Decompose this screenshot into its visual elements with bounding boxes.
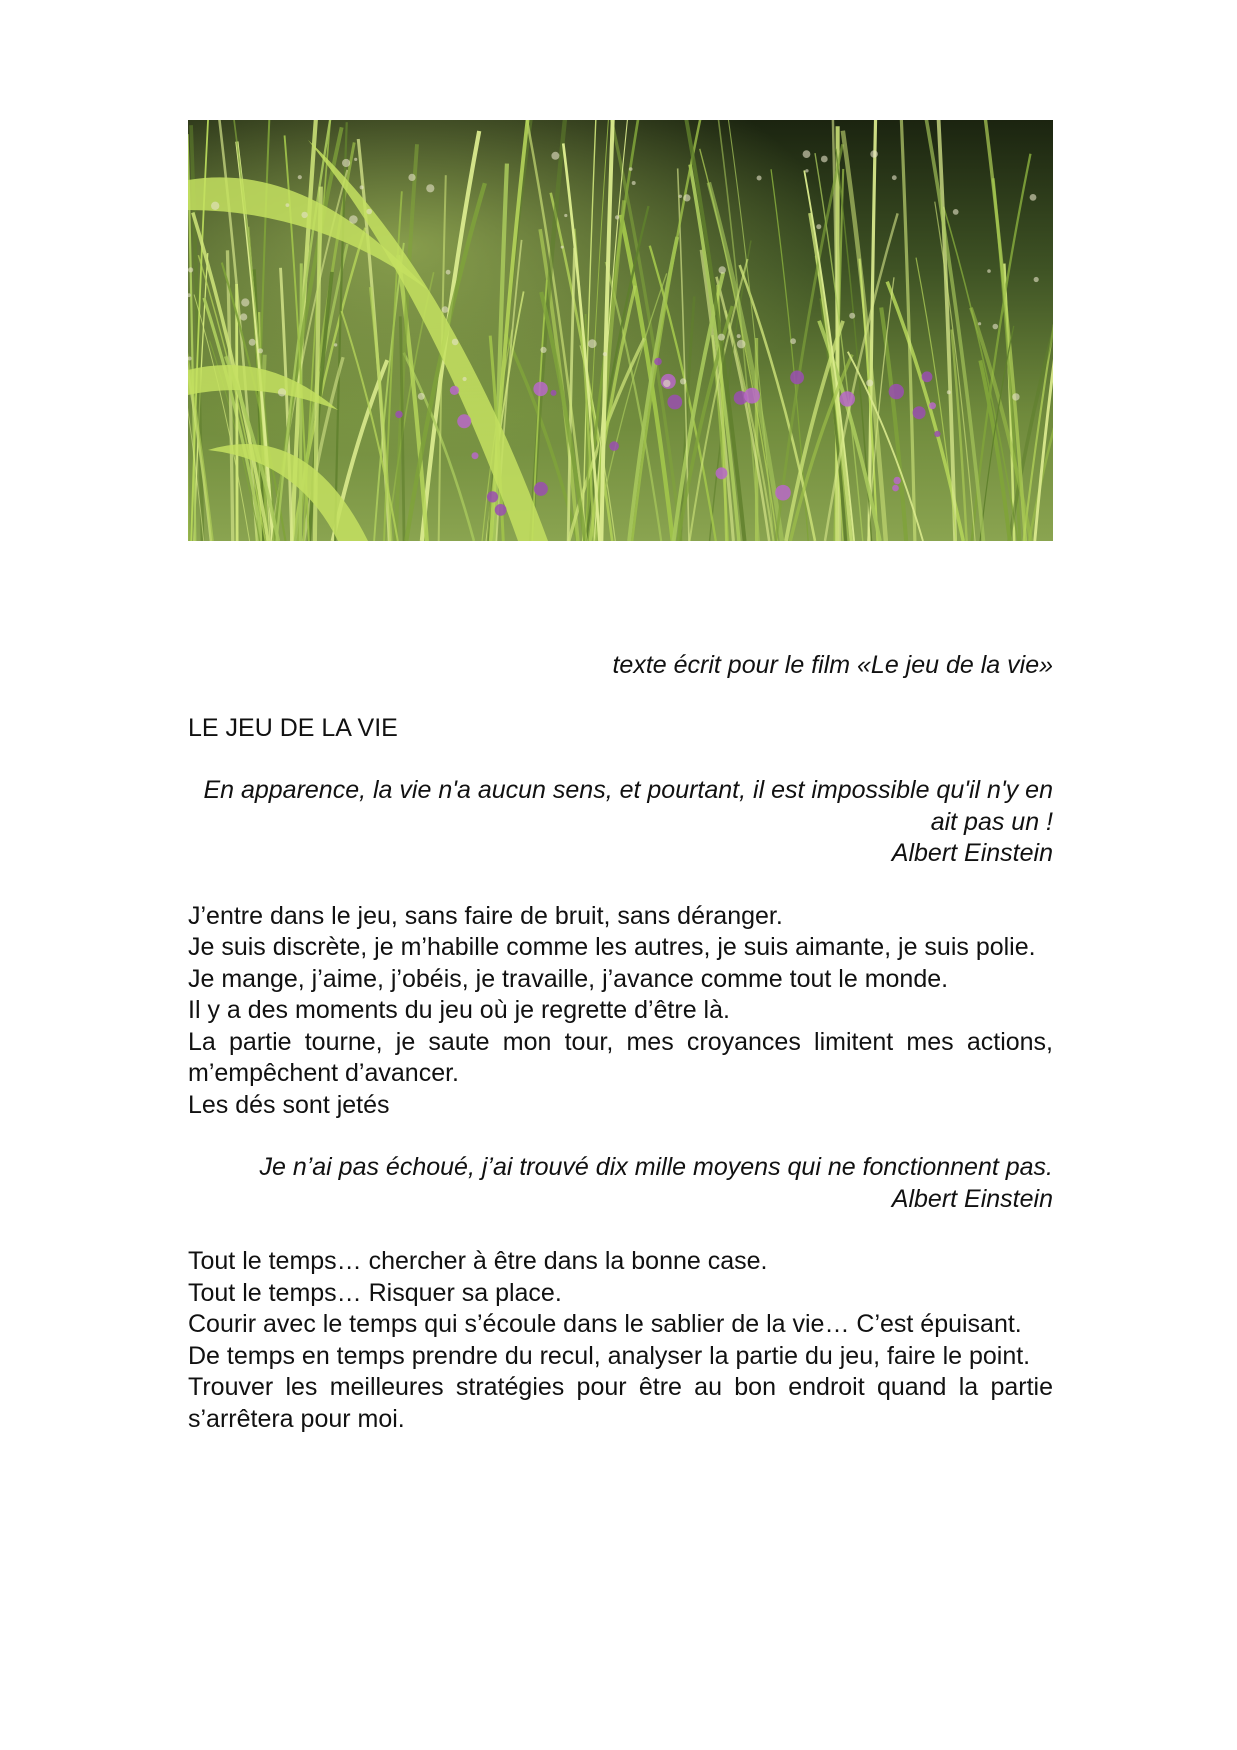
seed-head: [805, 169, 808, 172]
seed-head: [286, 203, 290, 207]
seed-head: [629, 167, 633, 171]
seed-head: [892, 175, 897, 180]
seed-head: [540, 347, 546, 353]
flower: [450, 386, 459, 395]
seed-head: [349, 215, 358, 224]
quote-text: Je n’ai pas échoué, j’ai trouvé dix mille moyens qui ne fonctionnent pas.: [259, 1153, 1053, 1181]
seed-head: [426, 184, 434, 192]
flower: [894, 477, 901, 484]
flower: [667, 395, 682, 410]
flower: [934, 431, 940, 437]
grass-blade: [300, 263, 301, 541]
seed-head: [446, 270, 451, 275]
seed-head: [452, 339, 459, 346]
seed-head: [603, 352, 607, 356]
flower: [487, 491, 498, 502]
seed-head: [663, 380, 670, 387]
seed-head: [301, 212, 307, 218]
flower: [929, 402, 936, 409]
document-subtitle: texte écrit pour le film «Le jeu de la vie»: [612, 651, 1053, 679]
seed-head: [947, 390, 951, 394]
seed-head: [1030, 194, 1037, 201]
seed-head: [188, 267, 193, 272]
seed-head: [240, 313, 247, 320]
paragraph-line: Trouver les meilleures stratégies pour être au bon endroit quand la partie s’arrêtera pour moi.: [188, 1373, 1053, 1433]
seed-head: [258, 348, 263, 353]
paragraph-1: [188, 901, 1053, 1122]
flower: [609, 441, 619, 451]
epigraph-quote-2: [188, 1152, 1053, 1215]
seed-head: [564, 214, 567, 217]
paragraph-2: [188, 1246, 1053, 1435]
flower: [744, 388, 760, 404]
seed-head: [588, 339, 597, 348]
seed-head: [298, 175, 302, 179]
seed-head: [463, 377, 467, 381]
paragraph-line: Tout le temps… Risquer sa place.: [188, 1278, 562, 1307]
flower: [716, 467, 728, 479]
flower: [790, 371, 804, 385]
epigraph-quote-1: [188, 775, 1053, 870]
flower: [922, 371, 933, 382]
seed-head: [354, 158, 357, 161]
flower: [495, 504, 507, 516]
quote-author: Albert Einstein: [891, 1184, 1053, 1213]
seed-head: [737, 334, 741, 338]
paragraph-line: Les dés sont jetés: [188, 1090, 390, 1119]
seed-head: [993, 324, 999, 330]
flower: [913, 406, 926, 419]
seed-head: [803, 150, 811, 158]
flower: [775, 485, 791, 501]
seed-head: [757, 176, 762, 181]
seed-head: [211, 202, 219, 210]
seed-head: [849, 313, 855, 319]
seed-head: [241, 298, 249, 306]
paragraph-line: Il y a des moments du jeu où je regrette d’être là.: [188, 996, 730, 1024]
flower: [892, 485, 899, 492]
seed-head: [679, 195, 682, 198]
paragraph-line: J’entre dans le jeu, sans faire de bruit, sans déranger.: [188, 901, 783, 930]
seed-head: [408, 174, 415, 181]
document-body: [188, 650, 1053, 1466]
seed-head: [366, 209, 372, 215]
seed-head: [978, 322, 981, 325]
seed-head: [719, 266, 726, 273]
paragraph-line: La partie tourne, je saute mon tour, mes croyances limitent mes actions, m’empêchent d’avancer.: [188, 1027, 1053, 1087]
paragraph-line: Courir avec le temps qui s’écoule dans le sablier de la vie… C’est épuisant.: [188, 1310, 1022, 1338]
seed-head: [1034, 277, 1039, 282]
flower: [395, 411, 402, 418]
flower: [889, 384, 904, 399]
flower: [840, 391, 855, 406]
paragraph-line: Tout le temps… chercher à être dans la bonne case.: [188, 1247, 768, 1275]
flower: [457, 414, 471, 428]
seed-head: [278, 388, 286, 396]
seed-head: [718, 334, 725, 341]
flower: [551, 390, 557, 396]
seed-head: [342, 159, 350, 167]
seed-head: [866, 380, 873, 387]
paragraph-line: De temps en temps prendre du recul, analyser la partie du jeu, faire le point.: [188, 1341, 1031, 1370]
seed-head: [551, 152, 559, 160]
seed-head: [953, 209, 959, 215]
seed-head: [632, 181, 636, 185]
meadow-grass-illustration: [188, 120, 1053, 541]
seed-head: [870, 150, 878, 158]
seed-head: [683, 194, 690, 201]
seed-head: [418, 393, 425, 400]
flower: [533, 382, 547, 396]
flower: [654, 358, 662, 366]
seed-head: [790, 338, 796, 344]
seed-head: [360, 185, 364, 189]
flower: [472, 452, 479, 459]
seed-head: [987, 269, 991, 273]
flower: [534, 482, 548, 496]
grass-blade: [237, 284, 238, 541]
quote-text: En apparence, la vie n'a aucun sens, et pourtant, il est impossible qu'il n'y en ait pas un !: [203, 776, 1053, 836]
seed-head: [816, 224, 821, 229]
seed-head: [561, 246, 564, 249]
seed-head: [737, 340, 746, 349]
document-title: LE JEU DE LA VIE: [188, 713, 398, 742]
paragraph-line: Je mange, j’aime, j’obéis, je travaille, j’avance comme tout le monde.: [188, 964, 949, 993]
paragraph-line: Je suis discrète, je m’habille comme les autres, je suis aimante, je suis polie.: [188, 933, 1036, 961]
seed-head: [680, 378, 686, 384]
seed-head: [615, 215, 619, 219]
seed-head: [1012, 393, 1019, 400]
seed-head: [821, 156, 828, 163]
seed-head: [249, 339, 256, 346]
seed-head: [334, 343, 337, 346]
seed-head: [442, 306, 449, 313]
meadow-grass-photo: [188, 120, 1053, 541]
quote-author: Albert Einstein: [891, 839, 1053, 867]
